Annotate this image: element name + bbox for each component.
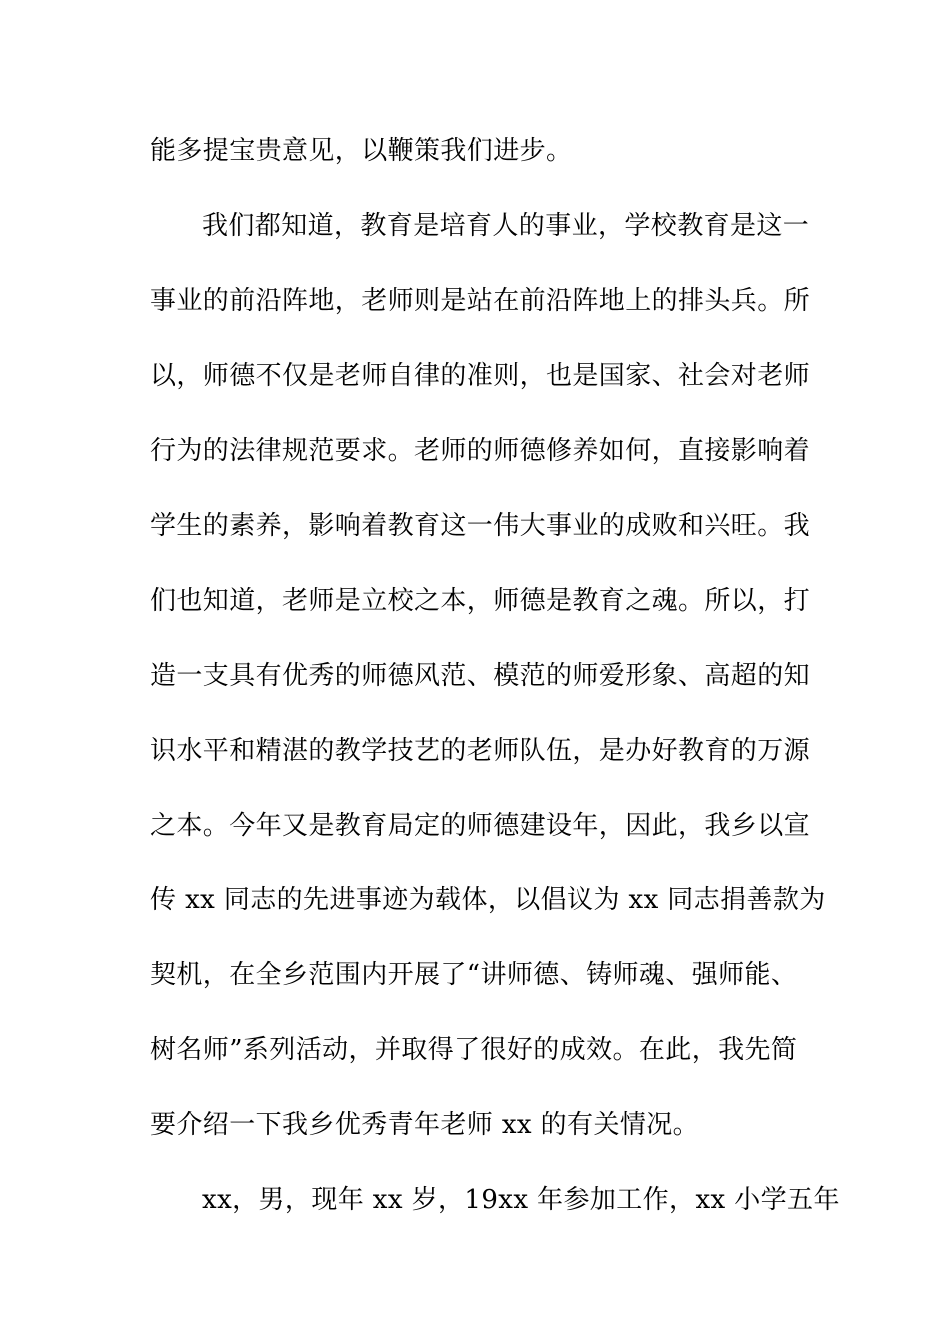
text-line-3: 事业的前沿阵地，老师则是站在前沿阵地上的排头兵。所	[150, 286, 811, 316]
text-line-7: 们也知道，老师是立校之本，师德是教育之魂。所以，打	[150, 586, 811, 616]
text-line-15: xx，男，现年 xx 岁，19xx 年参加工作，xx 小学五年	[202, 1185, 840, 1215]
text-line-10: 之本。今年又是教育局定的师德建设年，因此，我乡以宣	[150, 811, 811, 841]
text-line-9: 识水平和精湛的教学技艺的老师队伍，是办好教育的万源	[150, 736, 811, 766]
text-line-8: 造一支具有优秀的师德风范、模范的师爱形象、高超的知	[150, 661, 811, 691]
text-line-14: 要介绍一下我乡优秀青年老师 xx 的有关情况。	[150, 1110, 700, 1140]
text-line-12: 契机，在全乡范围内开展了“讲师德、铸师魂、强师能、	[150, 960, 798, 990]
text-line-2: 我们都知道，教育是培育人的事业，学校教育是这一	[202, 211, 810, 241]
text-line-5: 行为的法律规范要求。老师的师德修养如何，直接影响着	[150, 436, 811, 466]
text-line-6: 学生的素养，影响着教育这一伟大事业的成败和兴旺。我	[150, 511, 811, 541]
text-line-1: 能多提宝贵意见，以鞭策我们进步。	[150, 136, 573, 166]
text-line-11: 传 xx 同志的先进事迹为载体，以倡议为 xx 同志捐善款为	[150, 885, 826, 915]
text-line-13: 树名师”系列活动，并取得了很好的成效。在此，我先简	[150, 1035, 798, 1065]
text-line-4: 以，师德不仅是老师自律的准则，也是国家、社会对老师	[150, 361, 811, 391]
